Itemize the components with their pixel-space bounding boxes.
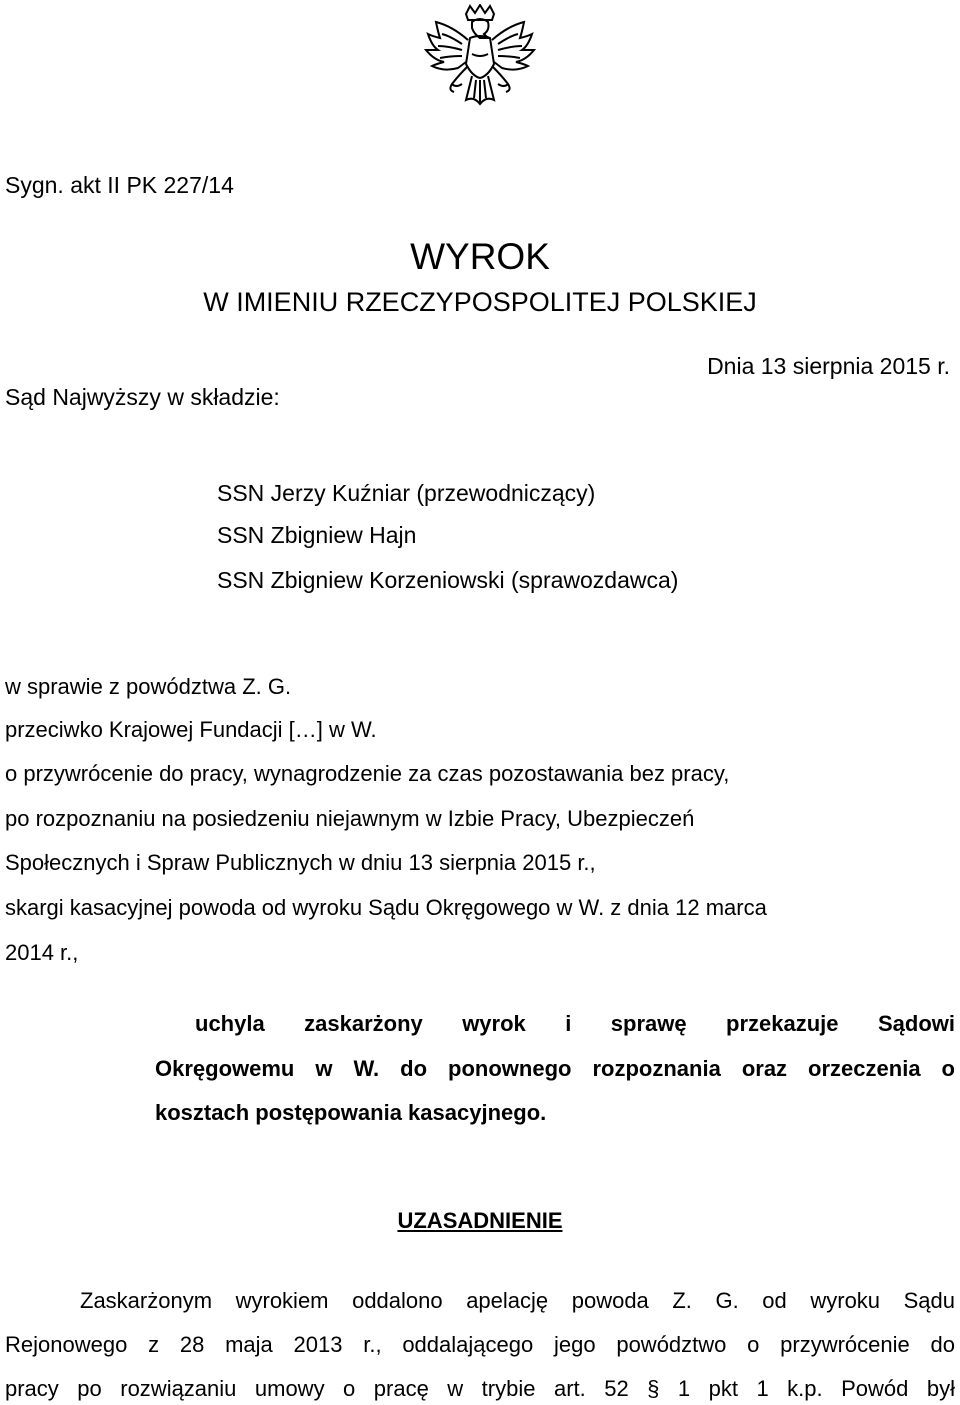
justification-heading: UZASADNIENIE	[397, 1208, 563, 1233]
judgment-date: Dnia 13 sierpnia 2015 r.	[707, 353, 950, 379]
ruling-line: Okręgowemu w W. do ponownego rozpoznania oraz orzeczenia o	[155, 1056, 955, 1081]
case-line: przeciwko Krajowej Fundacji […] w W.	[5, 717, 377, 742]
ruling-line: uchyla zaskarżony wyrok i sprawę przekazuje Sądowi	[195, 1011, 955, 1036]
court-composition-label: Sąd Najwyższy w składzie:	[5, 384, 280, 410]
judge-presiding: SSN Jerzy Kuźniar (przewodniczący)	[217, 480, 596, 506]
document-subtitle: W IMIENIU RZECZYPOSPOLITEJ POLSKIEJ	[203, 287, 757, 317]
case-signature: Sygn. akt II PK 227/14	[5, 172, 234, 198]
judge-member: SSN Zbigniew Hajn	[217, 522, 417, 548]
case-line: 2014 r.,	[5, 940, 79, 965]
polish-eagle-emblem-icon	[418, 4, 542, 128]
document-title: WYROK	[410, 236, 550, 277]
justification-line: Rejonowego z 28 maja 2013 r., oddalającego jego powództwo o przywrócenie do	[5, 1332, 955, 1357]
justification-line: pracy po rozwiązaniu umowy o pracę w trybie art. 52 § 1 pkt 1 k.p. Powód był	[5, 1376, 955, 1401]
case-line: w sprawie z powództwa Z. G.	[5, 674, 292, 699]
justification-line: Zaskarżonym wyrokiem oddalono apelację powoda Z. G. od wyroku Sądu	[80, 1288, 955, 1313]
ruling-line: kosztach postępowania kasacyjnego.	[155, 1100, 547, 1125]
case-line: skargi kasacyjnej powoda od wyroku Sądu Okręgowego w W. z dnia 12 marca	[5, 895, 767, 920]
case-line: po rozpoznaniu na posiedzeniu niejawnym w Izbie Pracy, Ubezpieczeń	[5, 806, 695, 831]
judge-rapporteur: SSN Zbigniew Korzeniowski (sprawozdawca)	[217, 567, 679, 593]
case-line: Społecznych i Spraw Publicznych w dniu 13 sierpnia 2015 r.,	[5, 850, 596, 875]
case-line: o przywrócenie do pracy, wynagrodzenie za czas pozostawania bez pracy,	[5, 761, 730, 786]
